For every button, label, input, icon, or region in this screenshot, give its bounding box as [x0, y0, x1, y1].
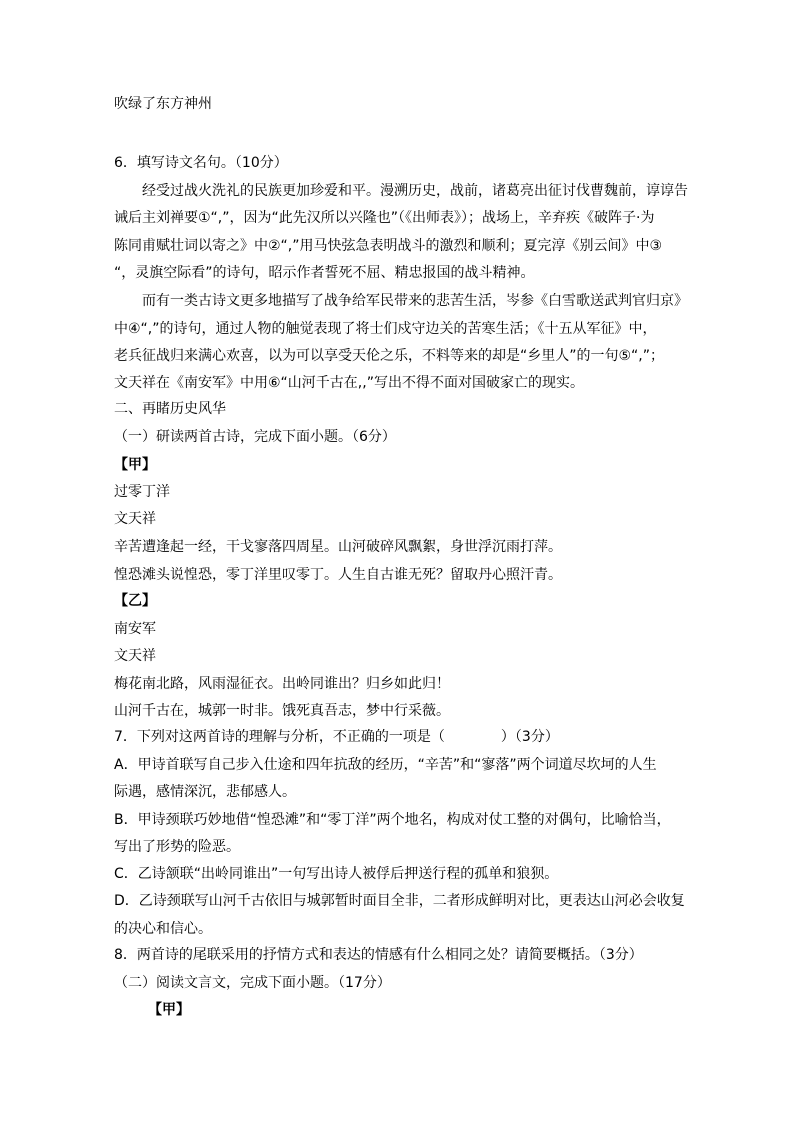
poem-b-author: 文天祥 [114, 648, 156, 664]
option-c: C．乙诗颔联“出岭同谁出”一句写出诗人被俘后押送行程的孤单和狼狈。 [114, 866, 559, 882]
poem-b-title: 南安军 [114, 621, 156, 637]
question-7-score: ）（3分） [500, 729, 559, 745]
paragraph-line: 诫后主刘禅要①“,”，因为“此先汉所以兴隆也”（《出师表》）；战场上，辛弃疾《破阵子·为 [114, 210, 655, 226]
paragraph-line: 中④“,”的诗句，通过人物的触觉表现了将士们戍守边关的苦寒生活；《十五从军征》中， [114, 321, 657, 337]
poem-a-line: 辛苦遭逢起一经，干戈寥落四周星。山河破碎风飘絮，身世浮沉雨打萍。 [114, 539, 562, 555]
paragraph-line: 陈同甫赋壮词以寄之》中②“,”用马快弦急表明战斗的激烈和顺利；夏完淳《别云间》中③ [114, 238, 663, 254]
paragraph-line: 而有一类古诗文更多地描写了战争给军民带来的悲苦生活，岑参《白雪歌送武判官归京》 [142, 293, 688, 309]
text-line: 吹绿了东方神州 [114, 96, 212, 112]
option-a-cont: 际遇，感情深沉，悲郁感人。 [114, 784, 296, 800]
paragraph-line: 文天祥在《南安军》中用⑥“山河千古在,,”写出不得不面对国破家亡的现实。 [114, 375, 584, 391]
question-7-text: 7．下列对这两首诗的理解与分析，不正确的一项是（ [114, 729, 445, 745]
passage-a-marker: 【甲】 [148, 1002, 190, 1018]
question-7-stem [114, 728, 559, 746]
question-6-heading: 6．填写诗文名句。（10分） [114, 155, 288, 171]
option-d-cont: 的决心和信心。 [114, 921, 212, 937]
option-a: A．甲诗首联写自己步入仕途和四年抗敌的经历，“辛苦”和“寥落”两个词道尽坎坷的人生 [114, 757, 657, 773]
paragraph-line: 经受过战火洗礼的民族更加珍爱和平。漫溯历史，战前，诸葛亮出征讨伐曹魏前，谆谆告 [142, 183, 688, 199]
poem-b-marker: 【乙】 [114, 593, 156, 609]
poem-b-line: 山河千古在，城郭一时非。饿死真吾志，梦中行采薇。 [114, 703, 450, 719]
option-b: B．甲诗颈联巧妙地借“惶恐滩”和“零丁洋”两个地名，构成对仗工整的对偶句，比喻恰当， [114, 812, 671, 828]
poem-a-marker: 【甲】 [114, 457, 156, 473]
option-d: D．乙诗颈联写山河千古依旧与城郭暂时面目全非，二者形成鲜明对比，更表达山河必会收复 [114, 893, 685, 909]
paragraph-line: 老兵征战归来满心欢喜，以为可以享受天伦之乐，不料等来的却是“乡里人”的一句⑤“,”； [114, 348, 665, 364]
subsection-heading: （一）研读两首古诗，完成下面小题。（6分） [114, 429, 396, 445]
poem-a-title: 过零丁洋 [114, 484, 170, 500]
subsection-heading: （二）阅读文言文，完成下面小题。（17分） [114, 975, 391, 991]
section-heading: 二、再睹历史风华 [114, 401, 226, 417]
poem-b-line: 梅花南北路，风雨湿征衣。出岭同谁出？归乡如此归！ [114, 676, 450, 692]
question-8: 8．两首诗的尾联采用的抒情方式和表达的情感有什么相同之处？请简要概括。（3分） [114, 947, 643, 963]
paragraph-line: “，灵旗空际看”的诗句，昭示作者誓死不屈、精忠报国的战斗精神。 [114, 265, 535, 281]
poem-a-author: 文天祥 [114, 511, 156, 527]
option-b-cont: 写出了形势的险恶。 [114, 839, 240, 855]
poem-a-line: 惶恐滩头说惶恐，零丁洋里叹零丁。人生自古谁无死？留取丹心照汗青。 [114, 567, 562, 583]
